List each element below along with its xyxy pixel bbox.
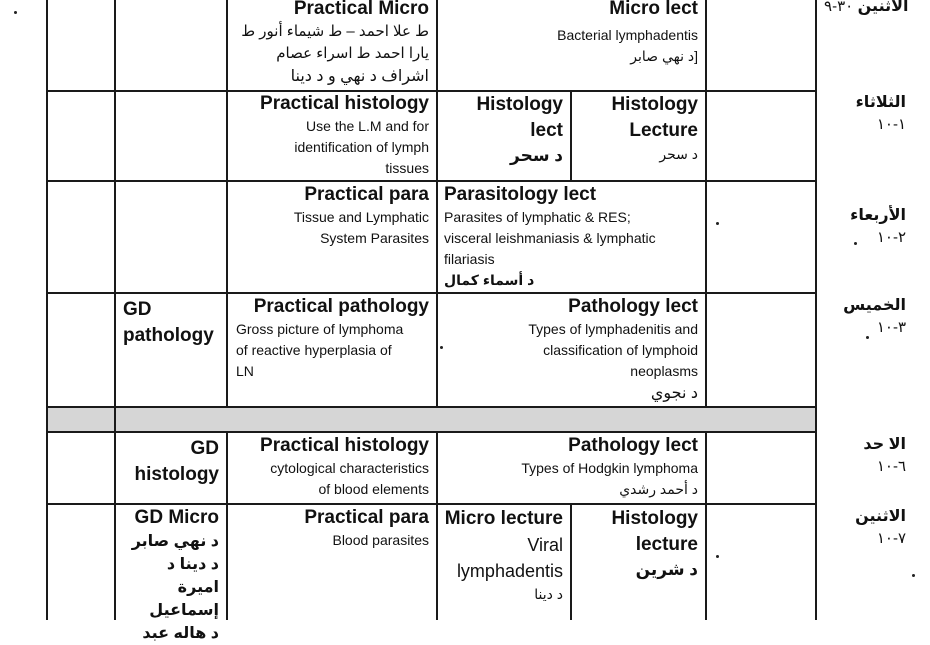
practical-para-cell: [228, 506, 435, 551]
practical-micro-cell: [228, 0, 435, 89]
scan-speck: [716, 222, 719, 225]
scan-speck: [912, 574, 915, 577]
day-cell: [818, 295, 912, 339]
day-name: الا حد: [863, 436, 906, 453]
cell-line: cytological characteristics: [270, 460, 429, 476]
practical-histology-cell: [228, 434, 435, 500]
row-line: [46, 406, 817, 408]
day-date: ١-١٠: [876, 116, 906, 133]
cell-line: د نهي صابر: [131, 533, 219, 550]
cell-title: Micro lecture: [444, 508, 563, 529]
cell-title: Practical pathology: [253, 296, 429, 317]
day-cell: [818, 92, 912, 136]
cell-title: lecture: [635, 534, 698, 555]
cell-line: Viral: [527, 535, 563, 555]
col-line: [815, 0, 817, 620]
cell-line: Parasites of lymphatic & RES;: [444, 209, 631, 225]
cell-staff: د دينا: [534, 586, 563, 602]
cell-title: histology: [134, 464, 219, 485]
separator-band: [46, 407, 816, 431]
row-line: [46, 292, 817, 294]
cell-line: of blood elements: [318, 481, 429, 497]
cell-title: Practical para: [304, 507, 429, 528]
day-cell: [818, 205, 912, 249]
day-date: ٦-١٠: [876, 458, 906, 475]
day-date: ٣٠-٩: [824, 0, 854, 15]
day-date: ٧-١٠: [876, 530, 906, 547]
day-date: ٢-١٠: [876, 229, 906, 246]
cell-line: neoplasms: [630, 363, 698, 379]
cell-desc: Types of Hodgkin lymphoma: [521, 460, 698, 476]
cell-line: إسماعيل: [149, 602, 219, 619]
gd-histology-cell: [116, 436, 225, 488]
cell-desc: Bacterial lymphadentis: [557, 27, 698, 43]
cell-title: Histology: [476, 94, 563, 115]
cell-title: Practical para: [304, 184, 429, 205]
day-name: الاثنين: [857, 0, 909, 15]
cell-line: Gross picture of lymphoma: [236, 321, 404, 337]
micro-lecture-cell: [438, 506, 569, 604]
day-name: الاثنين: [855, 508, 906, 525]
cell-staff: د أحمد رشدي: [619, 481, 698, 497]
cell-title: Practical Micro: [293, 0, 429, 19]
gd-micro-cell: [116, 506, 225, 645]
pathology-lect-cell: [438, 295, 704, 406]
row-line: [46, 180, 817, 182]
micro-lect-cell: [438, 0, 704, 66]
gd-pathology-cell: [116, 297, 226, 349]
cell-line: Use the L.M and for: [306, 118, 429, 134]
cell-desc: Blood parasites: [332, 532, 429, 548]
cell-staff: د سحر: [510, 146, 563, 165]
cell-title: Pathology lect: [568, 296, 698, 317]
row-line: [46, 503, 817, 505]
cell-line: د دينا د اميرة: [166, 556, 219, 596]
cell-title: Practical histology: [260, 93, 429, 114]
practical-para-cell: [228, 183, 435, 249]
cell-title: GD Micro: [134, 507, 219, 528]
cell-title: Histology: [611, 94, 698, 115]
day-cell: [818, 0, 930, 18]
cell-line: يارا احمد ط اسراء عصام: [276, 45, 429, 62]
cell-line: System Parasites: [320, 230, 429, 246]
day-name: الخميس: [843, 297, 906, 314]
practical-histology-cell: [228, 92, 435, 179]
cell-line: اشراف د نهي و د دينا: [290, 68, 429, 85]
col-line: [46, 0, 48, 620]
cell-line: ط علا احمد – ط شيماء أنور ط: [241, 23, 429, 40]
cell-title: Pathology lect: [568, 435, 698, 456]
cell-title: pathology: [123, 325, 214, 346]
cell-staff: د شرين: [635, 560, 698, 579]
day-cell: [818, 434, 912, 478]
cell-title: Micro lect: [609, 0, 698, 19]
cell-staff: د سحر: [659, 146, 698, 162]
cell-staff: د نجوي: [650, 385, 698, 402]
practical-pathology-cell: [228, 295, 435, 382]
cell-title: Lecture: [629, 120, 698, 141]
row-line: [46, 431, 817, 433]
histology-lect-cell: [438, 92, 569, 168]
cell-line: identification of lymph: [294, 139, 429, 155]
cell-line: LN: [236, 363, 254, 379]
parasitology-lect-cell: [438, 183, 704, 290]
cell-title: Histology: [611, 508, 698, 529]
col-line: [705, 0, 707, 406]
cell-staff: د أسماء كمال: [444, 272, 535, 288]
cell-line: classification of lymphoid: [543, 342, 698, 358]
scan-speck: [716, 555, 719, 558]
cell-title: Parasitology lect: [444, 184, 597, 205]
day-date: ٣-١٠: [876, 319, 906, 336]
cell-title: lect: [530, 120, 563, 141]
cell-title: GD: [123, 299, 152, 320]
day-name: الثلاثاء: [855, 94, 906, 111]
day-cell: [818, 506, 912, 550]
col-line: [705, 431, 707, 620]
scan-speck: [14, 11, 17, 14]
cell-line: Types of lymphadenitis and: [528, 321, 698, 337]
pathology-lect-cell: [438, 434, 704, 499]
cell-line: tissues: [385, 160, 429, 176]
cell-line: د هاله عبد: [142, 625, 219, 642]
cell-line: of reactive hyperplasia of: [236, 342, 392, 358]
histology-lecture-cell: [572, 92, 704, 164]
cell-line: filariasis: [444, 251, 495, 267]
cell-title: GD: [190, 438, 219, 459]
cell-line: visceral leishmaniasis & lymphatic: [444, 230, 656, 246]
histology-lecture-cell: [572, 506, 704, 582]
day-name: الأربعاء: [850, 207, 906, 224]
cell-title: Practical histology: [260, 435, 429, 456]
cell-line: Tissue and Lymphatic: [293, 209, 429, 225]
cell-staff: [د نهي صابر: [630, 48, 698, 64]
cell-line: lymphadentis: [456, 561, 563, 581]
